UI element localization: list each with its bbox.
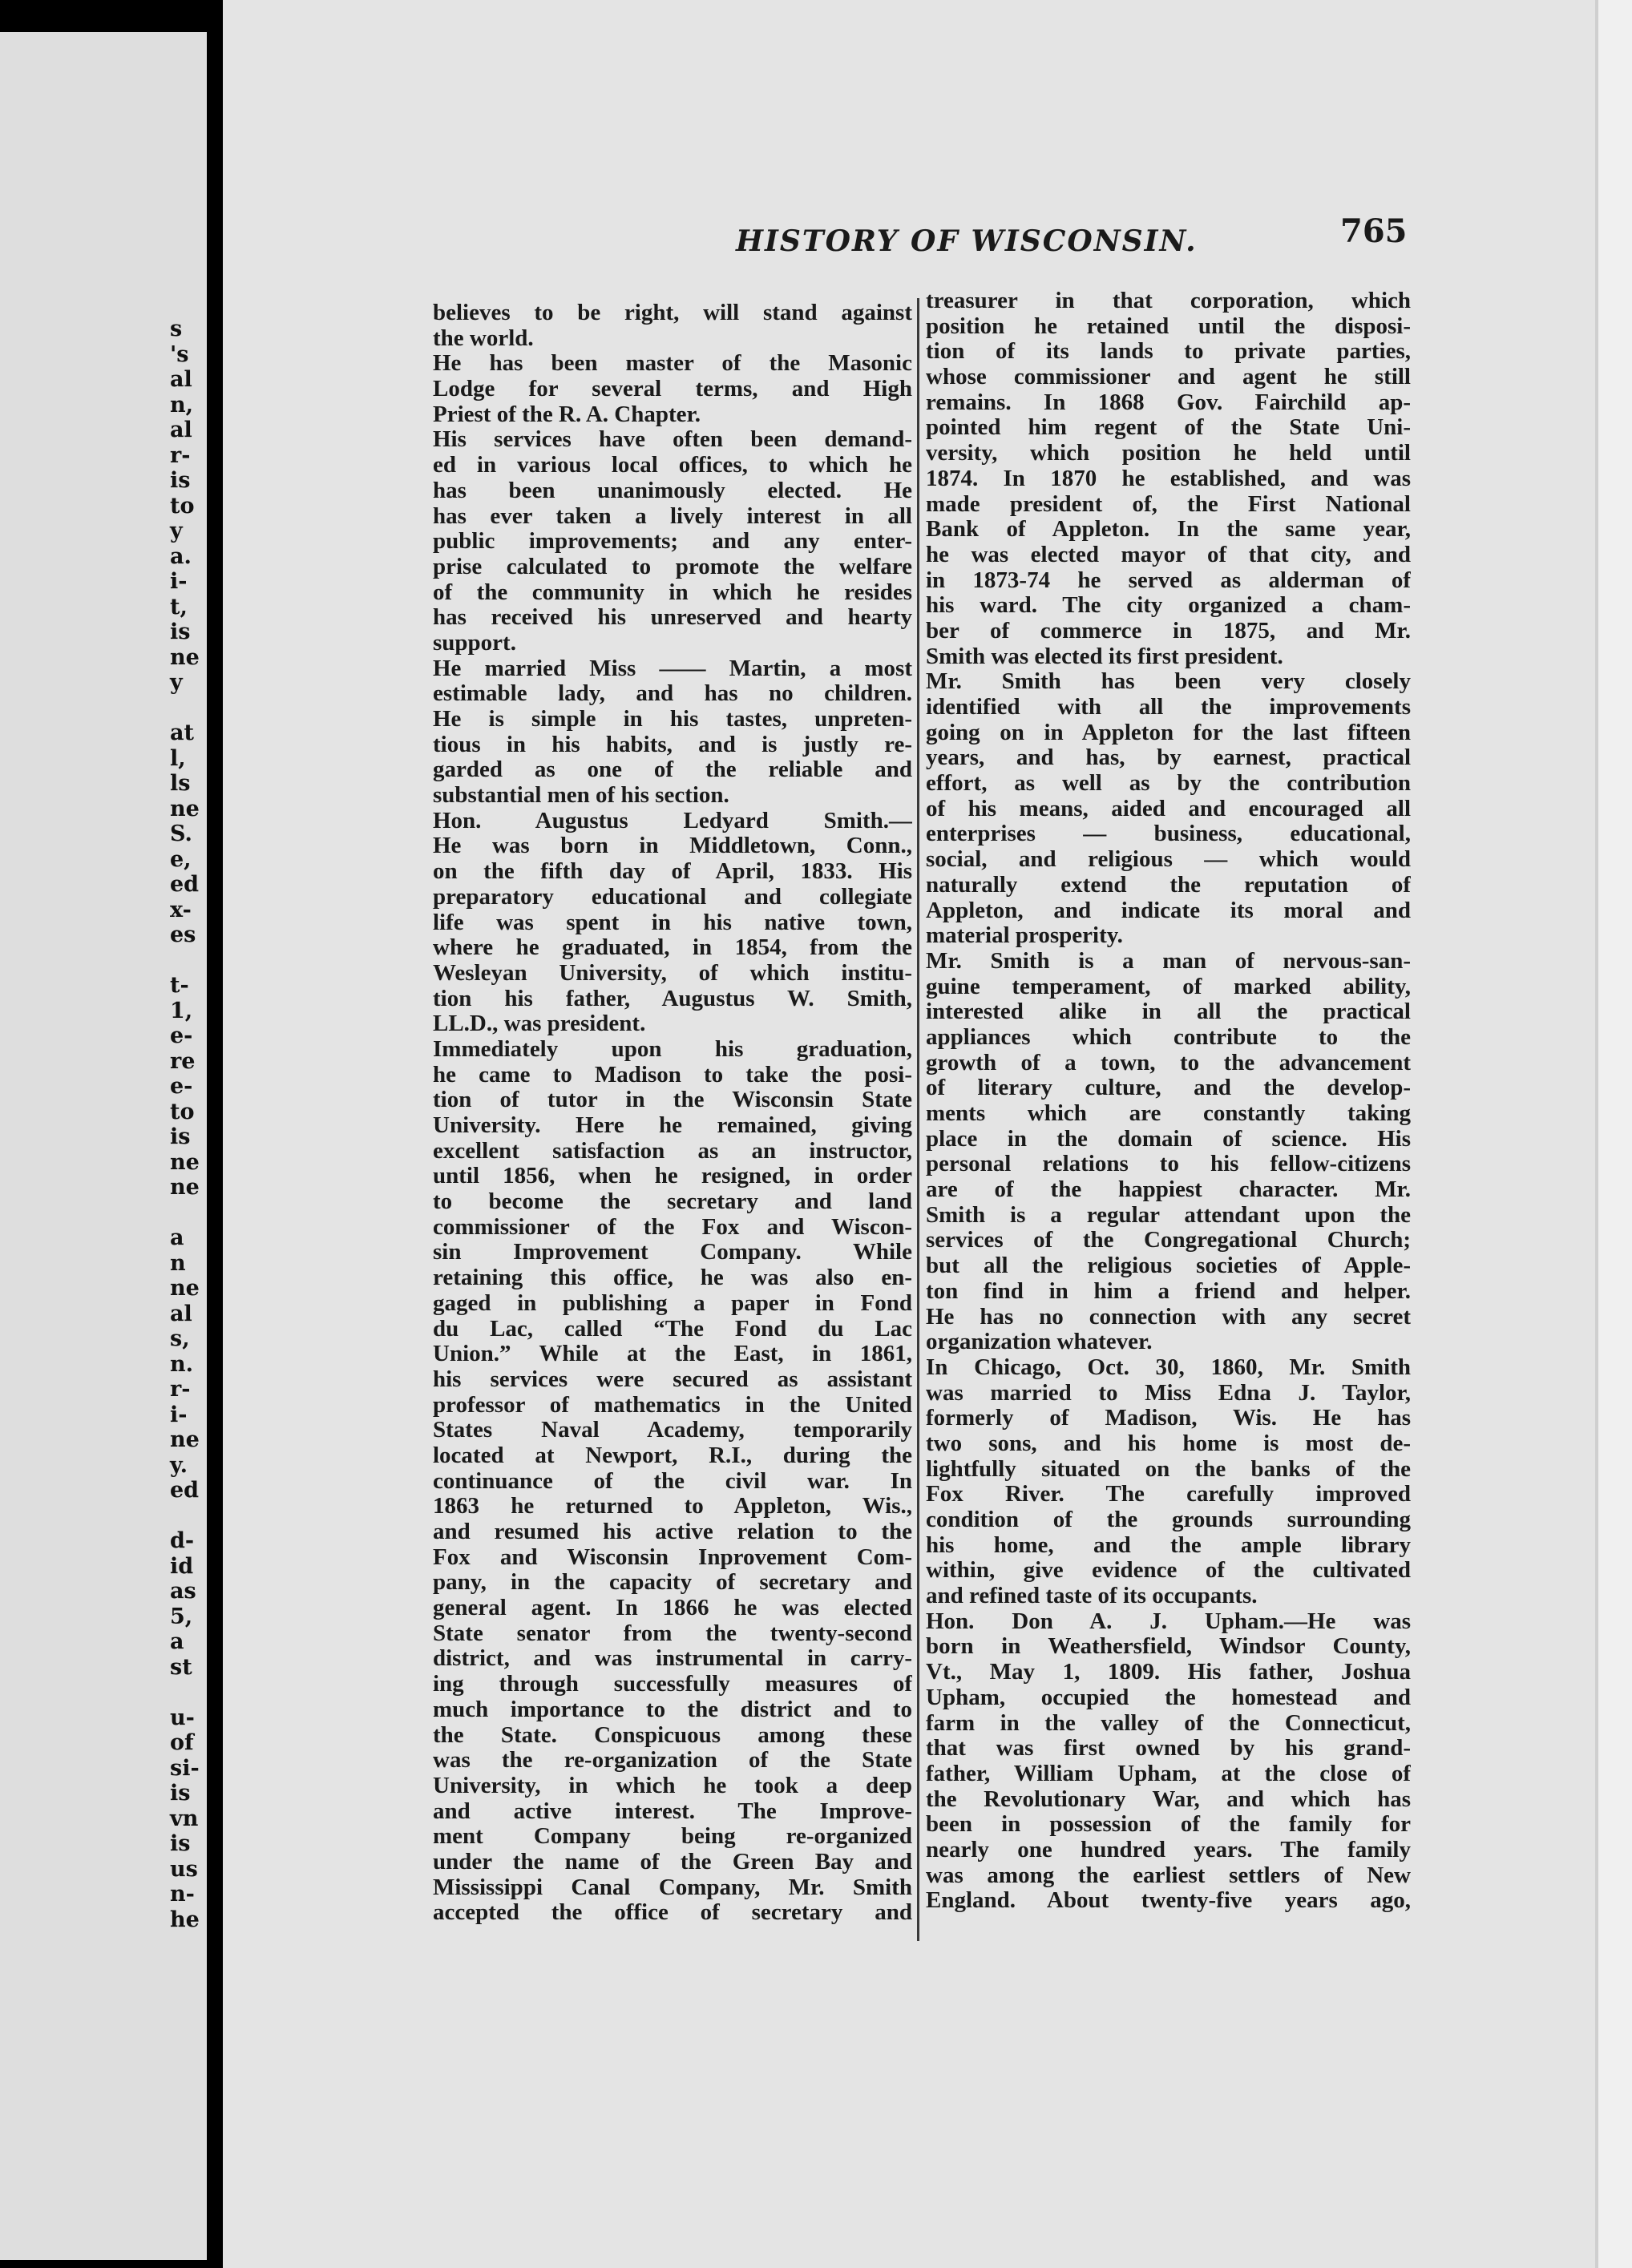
- facing-page-fragment: st: [170, 1654, 192, 1680]
- text-line: was the re-organization of the State: [433, 1748, 912, 1774]
- text-line: been in possession of the family for: [926, 1812, 1411, 1838]
- facing-page-fragment: y: [170, 519, 183, 543]
- text-line: sin Improvement Company. While: [433, 1240, 912, 1265]
- text-line: in 1873-74 he served as alderman of: [926, 567, 1411, 593]
- text-line: substantial men of his section.: [433, 783, 729, 809]
- text-line: His services have often been demand-: [433, 427, 912, 453]
- facing-page-fragment: r-: [170, 442, 191, 468]
- text-line: Hon. Augustus Ledyard Smith.—: [433, 808, 912, 833]
- text-line: that was first owned by his grand-: [926, 1736, 1411, 1762]
- facing-page-fragment: n-: [170, 1882, 195, 1907]
- text-line: organization whatever.: [926, 1330, 1153, 1355]
- text-line: located at Newport, R.I., during the: [433, 1443, 912, 1468]
- facing-page-fragment: al: [170, 418, 192, 442]
- facing-page-fragment: n,: [170, 392, 194, 418]
- facing-page-fragment: t,: [170, 594, 188, 619]
- text-line: years, and has, by earnest, practical: [926, 745, 1411, 771]
- text-line: State senator from the twenty-second: [433, 1620, 912, 1646]
- facing-page-fragment: i-: [170, 1402, 188, 1427]
- text-line: until 1856, when he resigned, in order: [433, 1164, 912, 1189]
- text-line: his services were secured as assistant: [433, 1366, 912, 1392]
- text-line: farm in the valley of the Connecticut,: [926, 1710, 1411, 1736]
- page-number: 765: [1340, 212, 1408, 250]
- text-line: Upham, occupied the homestead and: [926, 1685, 1411, 1710]
- text-line: 1874. In 1870 he established, and was: [926, 466, 1411, 491]
- facing-page-fragment: u-: [170, 1705, 195, 1730]
- facing-page-fragment: ed: [170, 872, 200, 897]
- book-gutter: [207, 0, 224, 2268]
- facing-page-fragment: d-: [170, 1528, 195, 1553]
- text-line: tious in his habits, and is justly re-: [433, 732, 912, 757]
- text-line: and active interest. The Improve-: [433, 1798, 912, 1824]
- text-line: on the fifth day of April, 1833. His: [433, 859, 912, 885]
- facing-page-fragment: to: [170, 493, 195, 519]
- text-line: nearly one hundred years. The family: [926, 1837, 1411, 1862]
- facing-page-fragment: at: [170, 720, 194, 745]
- text-line: Hon. Don A. J. Upham.—He was: [926, 1608, 1411, 1634]
- facing-page-fragment: ne: [170, 1276, 200, 1301]
- text-column-right: [926, 289, 1411, 1914]
- text-line: growth of a town, to the advancement: [926, 1050, 1411, 1075]
- facing-page-fragment: r-: [170, 1377, 191, 1402]
- facing-page-fragment: y.: [170, 1452, 188, 1478]
- text-line: ing through successfully measures of: [433, 1672, 912, 1697]
- text-line: place in the domain of science. His: [926, 1126, 1411, 1152]
- text-line: the Revolutionary War, and which has: [926, 1786, 1411, 1812]
- text-line: to become the secretary and land: [433, 1189, 912, 1215]
- text-line: ed in various local offices, to which he: [433, 453, 912, 478]
- facing-page-fragment: ne: [170, 1175, 200, 1200]
- facing-page-fragment: si-: [170, 1755, 200, 1781]
- facing-page-fragment: e-: [170, 1023, 193, 1048]
- text-line: Mr. Smith has been very closely: [926, 669, 1411, 695]
- column-divider: [917, 298, 919, 1941]
- text-line: gaged in publishing a paper in Fond: [433, 1290, 912, 1316]
- text-line: appliances which contribute to the: [926, 1024, 1411, 1050]
- text-line: Bank of Appleton. In the same year,: [926, 517, 1411, 543]
- text-line: LL.D., was president.: [433, 1011, 646, 1037]
- text-line: Vt., May 1, 1809. His father, Joshua: [926, 1660, 1411, 1685]
- text-line: ments which are constantly taking: [926, 1101, 1411, 1126]
- text-line: born in Weathersfield, Windsor County,: [926, 1634, 1411, 1660]
- facing-page-fragment: n: [170, 1250, 186, 1276]
- facing-page-fragment: re: [170, 1048, 196, 1074]
- text-line: Union.” While at the East, in 1861,: [433, 1342, 912, 1367]
- text-line: of the community in which he resides: [433, 579, 912, 605]
- text-line: and resumed his active relation to the: [433, 1519, 912, 1544]
- text-line: was married to Miss Edna J. Taylor,: [926, 1380, 1411, 1406]
- text-line: England. About twenty-five years ago,: [926, 1888, 1411, 1914]
- text-line: ber of commerce in 1875, and Mr.: [926, 618, 1411, 644]
- text-line: father, William Upham, at the close of: [926, 1761, 1411, 1786]
- text-line: personal relations to his fellow-citizens: [926, 1152, 1411, 1177]
- text-line: interested alike in all the practical: [926, 999, 1411, 1025]
- text-line: Immediately upon his graduation,: [433, 1036, 912, 1062]
- text-line: made president of, the First National: [926, 491, 1411, 517]
- text-line: He is simple in his tastes, unpreten-: [433, 707, 912, 732]
- facing-page-fragment: e,: [170, 846, 192, 872]
- text-line: the world.: [433, 325, 534, 351]
- facing-page-fragment: l,: [170, 745, 186, 771]
- text-line: Appleton, and indicate its moral and: [926, 898, 1411, 923]
- text-line: was among the earliest settlers of New: [926, 1862, 1411, 1888]
- page-edge: [1595, 0, 1632, 2268]
- facing-page-fragment: ne: [170, 1427, 200, 1452]
- text-line: garded as one of the reliable and: [433, 757, 912, 783]
- facing-page-fragment: 5,: [170, 1604, 193, 1629]
- text-line: formerly of Madison, Wis. He has: [926, 1406, 1411, 1431]
- facing-page-fragment: x-: [170, 897, 192, 922]
- text-line: lightfully situated on the banks of the: [926, 1456, 1411, 1482]
- text-line: where he graduated, in 1854, from the: [433, 935, 912, 961]
- text-line: accepted the office of secretary and: [433, 1900, 912, 1926]
- facing-page-fragment: n.: [170, 1351, 194, 1377]
- text-line: In Chicago, Oct. 30, 1860, Mr. Smith: [926, 1354, 1411, 1380]
- text-line: he came to Madison to take the posi-: [433, 1062, 912, 1088]
- facing-page-fragment: is: [170, 1781, 191, 1806]
- text-line: naturally extend the reputation of: [926, 872, 1411, 898]
- text-column-left: [433, 301, 912, 1926]
- facing-page-fragment: s: [170, 317, 183, 341]
- text-line: He has no connection with any secret: [926, 1304, 1411, 1330]
- facing-page-fragment: ed: [170, 1478, 200, 1503]
- facing-page-fragment: es: [170, 922, 196, 947]
- facing-page-fragment: i-: [170, 569, 188, 594]
- text-line: estimable lady, and has no children.: [433, 681, 912, 707]
- facing-page-fragment: he: [170, 1907, 200, 1932]
- text-line: States Naval Academy, temporarily: [433, 1418, 912, 1443]
- text-line: ment Company being re-organized: [433, 1824, 912, 1850]
- facing-page-fragment: id: [170, 1553, 194, 1579]
- text-line: excellent satisfaction as an instructor,: [433, 1138, 912, 1164]
- text-line: Lodge for several terms, and High: [433, 377, 912, 402]
- text-line: University. Here he remained, giving: [433, 1113, 912, 1138]
- facing-page-fragment: vn: [170, 1806, 199, 1831]
- facing-page-fragment: is: [170, 1831, 191, 1856]
- text-line: his home, and the ample library: [926, 1532, 1411, 1558]
- text-line: but all the religious societies of Apple-: [926, 1253, 1411, 1279]
- facing-page-fragment: ne: [170, 796, 200, 821]
- text-line: of his means, aided and encouraged all: [926, 796, 1411, 821]
- text-line: commissioner of the Fox and Wiscon-: [433, 1214, 912, 1240]
- text-line: general agent. In 1866 he was elected: [433, 1596, 912, 1621]
- facing-page-fragment: s,: [170, 1326, 190, 1351]
- text-line: services of the Congregational Church;: [926, 1228, 1411, 1253]
- text-line: continuance of the civil war. In: [433, 1468, 912, 1494]
- facing-page-fragment: ls: [170, 771, 191, 796]
- facing-page-fragment: is: [170, 1124, 191, 1149]
- facing-page-fragment: a.: [170, 543, 192, 569]
- text-line: Fox and Wisconsin Inprovement Com-: [433, 1544, 912, 1570]
- text-line: has been unanimously elected. He: [433, 478, 912, 503]
- facing-page-fragment: of: [170, 1730, 194, 1755]
- text-line: pointed him regent of the State Uni-: [926, 415, 1411, 441]
- text-line: going on in Appleton for the last fifteen: [926, 720, 1411, 745]
- text-line: tion of its lands to private parties,: [926, 339, 1411, 365]
- text-line: public improvements; and any enter-: [433, 529, 912, 555]
- text-line: prise calculated to promote the welfare: [433, 554, 912, 579]
- facing-page-fragment: ne: [170, 1149, 200, 1175]
- text-line: whose commissioner and agent he still: [926, 365, 1411, 390]
- facing-page-fragment: to: [170, 1099, 195, 1124]
- text-line: du Lac, called “The Fond du Lac: [433, 1316, 912, 1342]
- text-line: treasurer in that corporation, which: [926, 289, 1411, 313]
- text-line: Priest of the R. A. Chapter.: [433, 402, 701, 427]
- facing-page-fragment: al: [170, 1301, 192, 1326]
- text-line: of literary culture, and the develop-: [926, 1075, 1411, 1101]
- text-line: He married Miss —— Martin, a most: [433, 656, 912, 681]
- text-line: has ever taken a lively interest in all: [433, 503, 912, 529]
- facing-page-fragment: is: [170, 468, 191, 493]
- text-line: Wesleyan University, of which institu-: [433, 960, 912, 986]
- text-line: position he retained until the disposi-: [926, 313, 1411, 339]
- text-line: much importance to the district and to: [433, 1697, 912, 1722]
- text-line: 1863 he returned to Appleton, Wis.,: [433, 1494, 912, 1519]
- text-line: Mr. Smith is a man of nervous-san-: [926, 948, 1411, 974]
- running-head: HISTORY OF WISCONSIN.: [736, 224, 1198, 258]
- facing-page-fragment: al: [170, 367, 192, 392]
- facing-page-fragment: as: [170, 1579, 196, 1604]
- facing-page-fragment: S.: [170, 821, 192, 846]
- text-line: the State. Conspicuous among these: [433, 1722, 912, 1748]
- facing-page-fragment: y: [170, 670, 183, 695]
- text-line: identified with all the improvements: [926, 695, 1411, 720]
- text-line: Mississippi Canal Company, Mr. Smith: [433, 1875, 912, 1900]
- facing-page-fragment: t-: [170, 973, 189, 998]
- facing-page-fragment: us: [170, 1856, 198, 1882]
- facing-page-fragment: is: [170, 619, 191, 644]
- text-line: district, and was instrumental in carry-: [433, 1646, 912, 1672]
- text-line: retaining this office, he was also en-: [433, 1265, 912, 1291]
- text-line: life was spent in his native town,: [433, 910, 912, 935]
- text-line: Smith is a regular attendant upon the: [926, 1202, 1411, 1228]
- text-line: versity, which position he held until: [926, 441, 1411, 466]
- text-line: enterprises — business, educational,: [926, 821, 1411, 847]
- text-line: Fox River. The carefully improved: [926, 1482, 1411, 1507]
- text-line: tion his father, Augustus W. Smith,: [433, 986, 912, 1011]
- facing-page-fragment: 1,: [170, 998, 193, 1023]
- text-line: effort, as well as by the contribution: [926, 771, 1411, 797]
- text-line: within, give evidence of the cultivated: [926, 1558, 1411, 1584]
- text-line: professor of mathematics in the United: [433, 1392, 912, 1418]
- text-line: social, and religious — which would: [926, 847, 1411, 873]
- text-line: pany, in the capacity of secretary and: [433, 1570, 912, 1596]
- text-line: remains. In 1868 Gov. Fairchild ap-: [926, 389, 1411, 415]
- facing-page-fragment: 's: [170, 341, 189, 367]
- text-line: two sons, and his home is most de-: [926, 1431, 1411, 1456]
- text-line: and refined taste of its occupants.: [926, 1584, 1258, 1609]
- text-line: under the name of the Green Bay and: [433, 1849, 912, 1875]
- text-line: preparatory educational and collegiate: [433, 884, 912, 910]
- text-line: are of the happiest character. Mr.: [926, 1177, 1411, 1203]
- text-line: support.: [433, 630, 516, 656]
- text-line: Smith was elected its first president.: [926, 644, 1283, 669]
- facing-page-fragment: a: [170, 1629, 184, 1654]
- text-line: condition of the grounds surrounding: [926, 1507, 1411, 1532]
- facing-page-fragment: ne: [170, 644, 200, 670]
- text-line: material prosperity.: [926, 923, 1123, 949]
- text-line: He has been master of the Masonic: [433, 351, 912, 377]
- facing-page-fragment: e-: [170, 1074, 193, 1099]
- facing-page-fragment: a: [170, 1225, 184, 1250]
- text-line: He was born in Middletown, Conn.,: [433, 833, 912, 859]
- text-line: tion of tutor in the Wisconsin State: [433, 1088, 912, 1113]
- text-line: believes to be right, will stand against: [433, 301, 912, 325]
- text-line: he was elected mayor of that city, and: [926, 542, 1411, 567]
- text-line: his ward. The city organized a cham-: [926, 593, 1411, 619]
- facing-page-edge: [0, 32, 207, 2260]
- text-line: guine temperament, of marked ability,: [926, 974, 1411, 999]
- text-line: has received his unreserved and hearty: [433, 605, 912, 631]
- text-line: ton find in him a friend and helper.: [926, 1278, 1411, 1304]
- text-line: University, in which he took a deep: [433, 1773, 912, 1798]
